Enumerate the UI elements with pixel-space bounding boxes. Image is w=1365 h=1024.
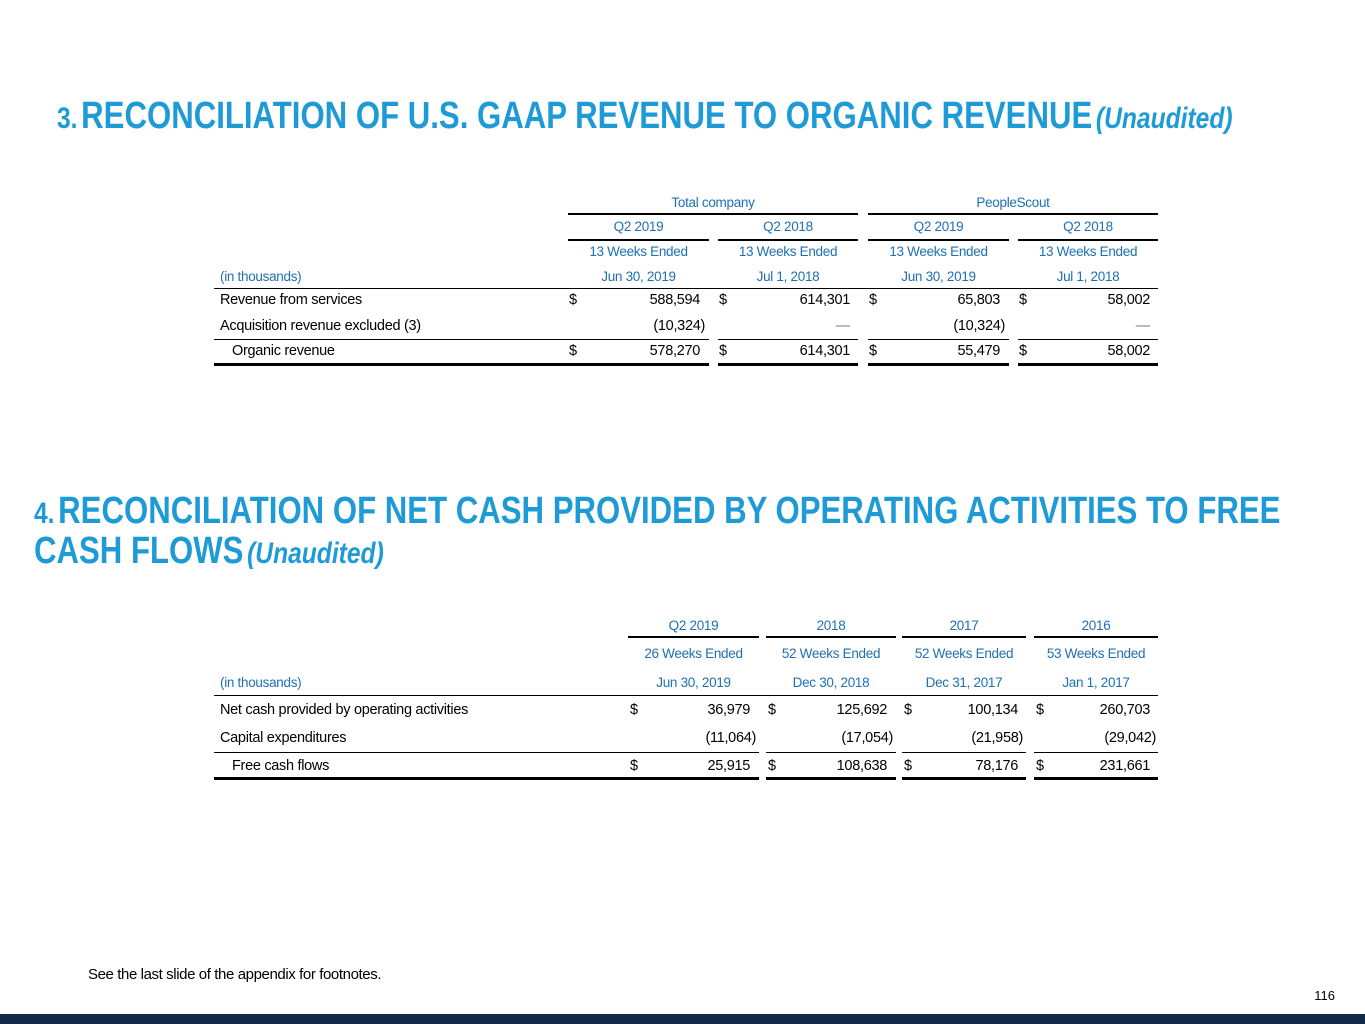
currency-symbol: $ (904, 702, 912, 718)
span-header: 13 Weeks Ended (738, 244, 838, 259)
currency-symbol: $ (869, 343, 877, 359)
section3-title (57, 95, 1233, 138)
section4-title-line2 (34, 530, 384, 573)
currency-symbol: $ (768, 702, 776, 718)
value-cell: 231,661 (1099, 758, 1150, 774)
page-number: 116 (1314, 988, 1335, 1003)
span-header: 52 Weeks Ended (781, 646, 881, 661)
date-header: Jul 1, 2018 (1056, 269, 1120, 284)
group-rule (568, 213, 858, 215)
date-header: Jun 30, 2019 (901, 269, 976, 284)
period-header: Q2 2018 (1063, 219, 1113, 234)
section3-heading: RECONCILIATION OF U.S. GAAP REVENUE TO ORGANIC REVENUE (81, 95, 1093, 137)
subtotal-rule (1018, 339, 1158, 340)
period-header: Q2 2018 (763, 219, 813, 234)
currency-symbol: $ (630, 758, 638, 774)
value-cell: 125,692 (836, 702, 887, 718)
currency-symbol: $ (869, 292, 877, 308)
section3-qualifier: (Unaudited) (1095, 102, 1233, 135)
value-cell: 260,703 (1099, 702, 1150, 718)
row-label: Free cash flows (232, 758, 330, 774)
currency-symbol: $ (630, 702, 638, 718)
subtotal-rule (214, 339, 709, 340)
period-header: 2018 (816, 618, 846, 633)
value-cell: 65,803 (957, 292, 1000, 308)
currency-symbol: $ (1019, 292, 1027, 308)
footer-bar (0, 1014, 1365, 1024)
period-rule (902, 636, 1026, 638)
period-header: 2016 (1081, 618, 1111, 633)
span-header: 52 Weeks Ended (914, 646, 1014, 661)
span-header: 53 Weeks Ended (1046, 646, 1146, 661)
subtotal-rule (766, 752, 896, 753)
value-cell: (29,042) (1104, 730, 1156, 746)
date-header: Jun 30, 2019 (601, 269, 676, 284)
row-label: Acquisition revenue excluded (3) (220, 318, 421, 334)
date-header: Jun 30, 2019 (656, 675, 731, 690)
total-rule (766, 777, 896, 780)
total-rule (902, 777, 1026, 780)
group-header-total-company: Total company (671, 195, 755, 210)
value-cell: (10,324) (653, 318, 705, 334)
section4-heading-cont: CASH FLOWS (34, 530, 244, 572)
period-rule (718, 239, 858, 241)
subtotal-rule (718, 339, 858, 340)
row-label: Capital expenditures (220, 730, 347, 746)
group-rule (868, 213, 1158, 215)
total-rule (214, 777, 759, 780)
header-rule (214, 288, 1158, 289)
subtotal-rule (902, 752, 1026, 753)
span-header: 13 Weeks Ended (1038, 244, 1138, 259)
section3-number: 3. (57, 102, 78, 135)
section4-heading: RECONCILIATION OF NET CASH PROVIDED BY OPERATING ACTIVITIES TO FREE (58, 490, 1281, 532)
value-cell: 36,979 (707, 702, 750, 718)
value-cell: 55,479 (957, 343, 1000, 359)
units-label: (in thousands) (220, 675, 302, 690)
value-cell: 578,270 (649, 343, 700, 359)
currency-symbol: $ (1036, 758, 1044, 774)
period-header: Q2 2019 (613, 219, 664, 234)
subtotal-rule (1034, 752, 1158, 753)
value-cell: 78,176 (975, 758, 1018, 774)
units-label: (in thousands) (220, 269, 302, 284)
value-cell: 58,002 (1107, 292, 1150, 308)
value-cell: 100,134 (967, 702, 1018, 718)
section4-title-line1 (34, 490, 1280, 533)
section4-number: 4. (34, 497, 55, 530)
total-rule (1034, 777, 1158, 780)
currency-symbol: $ (1019, 343, 1027, 359)
period-rule (1034, 636, 1158, 638)
value-cell: 58,002 (1107, 343, 1150, 359)
group-header-peoplescout: PeopleScout (976, 195, 1050, 210)
period-header: Q2 2019 (668, 618, 719, 633)
period-rule (868, 239, 1009, 241)
row-label: Organic revenue (232, 343, 335, 359)
period-rule (568, 239, 709, 241)
footnote: See the last slide of the appendix for footnotes. (88, 966, 382, 983)
span-header: 13 Weeks Ended (889, 244, 988, 259)
value-cell: (17,054) (841, 730, 893, 746)
header-rule (214, 695, 1158, 696)
currency-symbol: $ (719, 292, 727, 308)
period-header: Q2 2019 (913, 219, 964, 234)
period-rule (628, 636, 759, 638)
total-rule (868, 363, 1009, 366)
value-cell: 108,638 (836, 758, 887, 774)
currency-symbol: $ (719, 343, 727, 359)
total-rule (1018, 363, 1158, 366)
value-cell: 614,301 (799, 292, 850, 308)
value-cell: — (1135, 318, 1150, 334)
currency-symbol: $ (569, 292, 577, 308)
subtotal-rule (214, 752, 759, 753)
span-header: 26 Weeks Ended (644, 646, 743, 661)
section4-qualifier: (Unaudited) (247, 537, 384, 570)
date-header: Dec 30, 2018 (792, 675, 870, 690)
currency-symbol: $ (904, 758, 912, 774)
total-rule (214, 363, 709, 366)
value-cell: 25,915 (707, 758, 750, 774)
span-header: 13 Weeks Ended (589, 244, 688, 259)
value-cell: (10,324) (953, 318, 1005, 334)
value-cell: 614,301 (799, 343, 850, 359)
date-header: Jul 1, 2018 (756, 269, 820, 284)
total-rule (718, 363, 858, 366)
period-rule (1018, 239, 1158, 241)
date-header: Jan 1, 2017 (1062, 675, 1130, 690)
currency-symbol: $ (768, 758, 776, 774)
value-cell: (21,958) (971, 730, 1023, 746)
period-header: 2017 (949, 618, 979, 633)
value-cell: — (835, 318, 850, 334)
value-cell: 588,594 (649, 292, 700, 308)
subtotal-rule (868, 339, 1009, 340)
currency-symbol: $ (1036, 702, 1044, 718)
row-label: Revenue from services (220, 292, 362, 308)
value-cell: (11,064) (705, 730, 756, 746)
date-header: Dec 31, 2017 (925, 675, 1003, 690)
row-label: Net cash provided by operating activities (220, 702, 469, 718)
period-rule (766, 636, 896, 638)
currency-symbol: $ (569, 343, 577, 359)
